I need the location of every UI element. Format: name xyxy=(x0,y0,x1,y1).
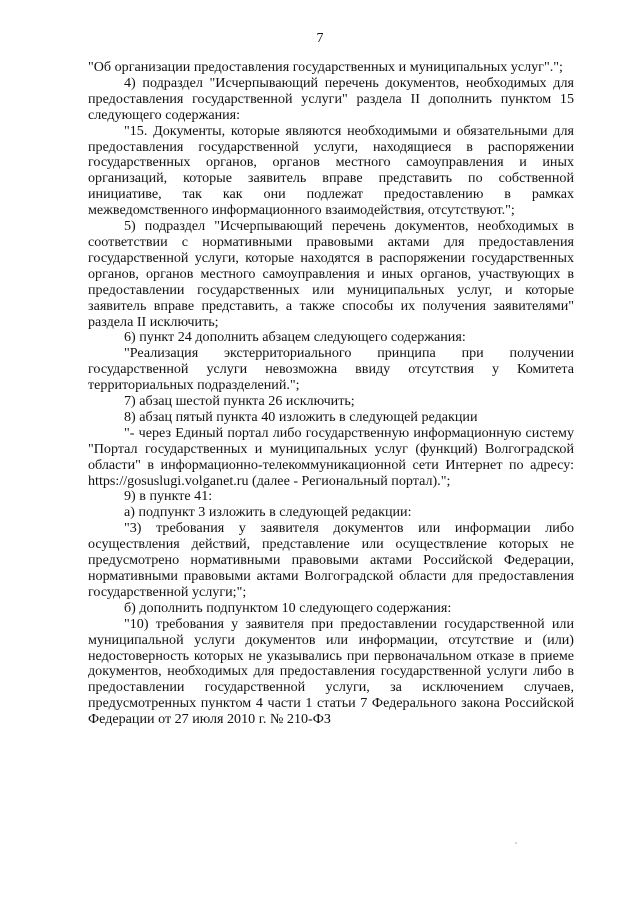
paragraph: 8) абзац пятый пункта 40 изложить в следующей редакции xyxy=(124,408,478,425)
paragraph: 5) подраздел "Исчерпывающий перечень документов, необходимых в соответствии с нормативными правовыми актами для предоставления государственной услуги, которые находятся в распоряжении государственных органов, органов местного самоуправления и иных органов, участвующих в предоставлении государственных или муниципальных услуг, и которые заявитель вправе представить, а также способы их получения заявителями" раздела II исключить; xyxy=(88,218,574,330)
paragraph: "15. Документы, которые являются необходимыми и обязательными для предоставления государственной услуги, находящиеся в распоряжении государственных органов, органов местного самоуправления и иных организаций, которые заявитель вправе представить по собственной инициативе, так как они подлежат предоставлению в рамках межведомственного информационного взаимодействия, отсутствуют."; xyxy=(88,122,574,219)
paragraph: "3) требования у заявителя документов или информации либо осуществления действий, представление или осуществление которых не предусмотрено нормативными правовыми актами Российской Федерации, нормативными правовыми актами Волгоградской области для предоставления государственной услуги;"; xyxy=(88,520,574,600)
paragraph: б) дополнить подпунктом 10 следующего содержания: xyxy=(124,599,452,616)
paragraph: 6) пункт 24 дополнить абзацем следующего содержания: xyxy=(124,329,466,346)
paragraph: "- через Единый портал либо государственную информационную систему "Портал государственных и муниципальных услуг (функций) Волгоградской области" в информационно-телекоммуникационной сети Интернет по адресу: https://gosuslugi.volganet.ru (далее - Региональный портал)."; xyxy=(88,424,574,489)
paragraph: 4) подраздел "Исчерпывающий перечень документов, необходимых для предоставления государственной услуги" раздела II дополнить пунктом 15 следующего содержания: xyxy=(88,74,574,123)
document-body xyxy=(88,60,574,728)
paragraph: 9) в пункте 41: xyxy=(124,488,213,505)
scan-speck xyxy=(515,842,517,844)
paragraph: "10) требования у заявителя при предоставлении государственной или муниципальной услуги документов или информации, отсутствие и (или) недостоверность которых не указывались при первоначальном отказе в приеме документов, необходимых для предоставления государственной услуги либо в предоставлении государственной услуги, за исключением случаев, предусмотренных пунктом 4 части 1 статьи 7 Федерального закона Российской Федерации от 27 июля 2010 г. № 210-ФЗ xyxy=(88,615,574,728)
page-number: 7 xyxy=(316,31,324,46)
paragraph: 7) абзац шестой пункта 26 исключить; xyxy=(124,393,355,410)
paragraph: "Реализация экстерриториального принципа при получении государственной услуги невозможна ввиду отсутствия у Комитета территориальных подразделений."; xyxy=(88,345,574,394)
paragraph: а) подпункт 3 изложить в следующей редакции: xyxy=(124,504,412,521)
paragraph: "Об организации предоставления государственных и муниципальных услуг"."; xyxy=(88,59,563,75)
